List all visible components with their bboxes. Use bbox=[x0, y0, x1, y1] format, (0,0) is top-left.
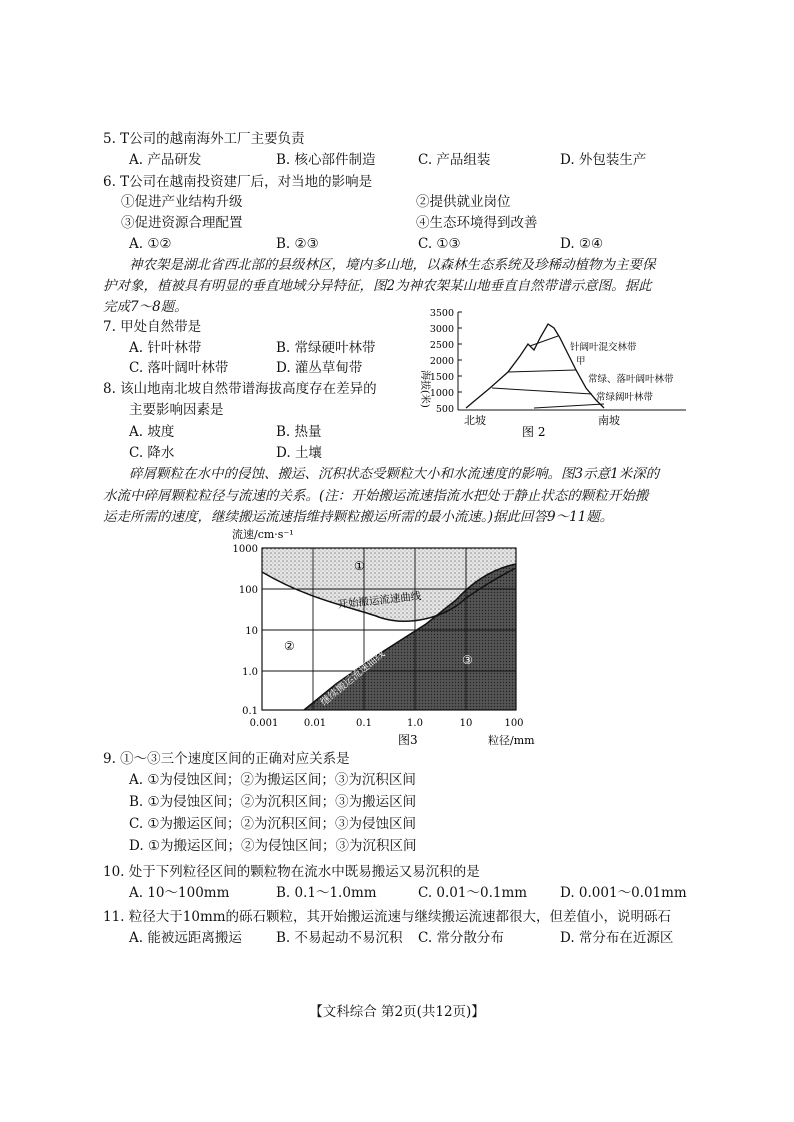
fig3-xtick-100: 100 bbox=[504, 718, 524, 729]
q9-option-a: A. ①为侵蚀区间；②为搬运区间；③为沉积区间 bbox=[129, 772, 416, 788]
q5-option-b: B. 核心部件制造 bbox=[276, 152, 376, 168]
fig2-ytick-3000: 3000 bbox=[429, 324, 454, 335]
q5-option-c: C. 产品组装 bbox=[418, 152, 491, 168]
q7-option-b: B. 常绿硬叶林带 bbox=[276, 340, 376, 356]
figure-3-hjulstrom-diagram bbox=[226, 528, 596, 750]
fig2-ytick-1000: 1000 bbox=[429, 388, 454, 399]
fig3-region-1-label: ① bbox=[354, 559, 365, 573]
q11-option-a: A. 能被远距离搬运 bbox=[129, 930, 242, 946]
q5-option-d: D. 外包装生产 bbox=[560, 152, 647, 168]
q10-option-a: A. 10～100mm bbox=[129, 885, 230, 901]
fig3-xtick-0.1: 0.1 bbox=[356, 718, 372, 729]
q8-option-a: A. 坡度 bbox=[129, 424, 175, 440]
fig3-ytick-10: 10 bbox=[245, 626, 258, 637]
fig3-curve1-label: 开始搬运流速曲线 bbox=[337, 590, 422, 611]
q6-option-b: B. ②③ bbox=[276, 236, 319, 252]
passage1-line-1: 神农架是湖北省西北部的县级林区，境内多山地，以森林生态系统及珍稀动植物为主要保 bbox=[129, 257, 656, 273]
q5-option-a: A. 产品研发 bbox=[129, 152, 202, 168]
fig3-xtick-10: 10 bbox=[459, 718, 473, 729]
q6-stem: 6. T公司在越南投资建厂后，对当地的影响是 bbox=[103, 174, 373, 190]
fig2-ylabel: 海拔(米) bbox=[419, 370, 430, 408]
q11-option-b: B. 不易起动不易沉积 bbox=[276, 930, 403, 946]
q5-stem: 5. T公司的越南海外工厂主要负责 bbox=[103, 131, 305, 147]
page-footer: 【文科综合 第2页(共12页)】 bbox=[309, 1004, 485, 1020]
q6-item-1: ①促进产业结构升级 bbox=[121, 194, 243, 210]
q6-item-4: ④生态环境得到改善 bbox=[416, 215, 538, 231]
q7-option-a: A. 针叶林带 bbox=[129, 340, 202, 356]
fig2-north-slope: 北坡 bbox=[464, 414, 486, 427]
q10-option-d: D. 0.001～0.01mm bbox=[560, 885, 687, 901]
q10-stem: 10. 处于下列粒径区间的颗粒物在流水中既易搬运又易沉积的是 bbox=[103, 864, 480, 880]
q9-option-c: C. ①为搬运区间；②为沉积区间；③为侵蚀区间 bbox=[129, 816, 417, 832]
fig2-boundary-3 bbox=[492, 388, 592, 394]
q8-option-d: D. 土壤 bbox=[276, 445, 322, 461]
fig3-xtick-0.01: 0.01 bbox=[303, 718, 327, 729]
fig2-ytick-2000: 2000 bbox=[429, 356, 454, 367]
fig3-ytick-1: 1.0 bbox=[242, 667, 258, 678]
q8-option-b: B. 热量 bbox=[276, 424, 322, 440]
fig3-ytick-1000: 1000 bbox=[232, 544, 258, 555]
fig3-xlabel: 粒径/mm bbox=[488, 734, 535, 747]
fig2-caption: 图 2 bbox=[522, 425, 546, 439]
figure-2-mountain-profile bbox=[408, 304, 698, 444]
fig3-ylabel: 流速/cm·s⁻¹ bbox=[232, 528, 294, 541]
q6-option-a: A. ①② bbox=[129, 236, 172, 252]
fig2-zone2-label: 常绿、落叶阔叶林带 bbox=[588, 374, 674, 385]
passage2-line-1: 碎屑颗粒在水中的侵蚀、搬运、沉积状态受颗粒大小和水流速度的影响。图3示意1米深的 bbox=[129, 466, 660, 482]
q9-option-b: B. ①为侵蚀区间；②为沉积区间；③为搬运区间 bbox=[129, 794, 417, 810]
fig2-south-slope: 南坡 bbox=[598, 414, 620, 427]
fig3-caption: 图3 bbox=[398, 733, 418, 747]
passage2-line-2: 水流中碎屑颗粒粒径与流速的关系。(注：开始搬运流速指流水把处于静止状态的颗粒开始搬 bbox=[103, 488, 649, 504]
q6-item-3: ③促进资源合理配置 bbox=[121, 215, 243, 231]
fig3-xtick-1: 1.0 bbox=[407, 718, 423, 729]
q11-stem: 11. 粒径大于10mm的砾石颗粒，其开始搬运流速与继续搬运流速都很大，但差值小，说明砾石 bbox=[103, 909, 672, 925]
fig3-region-3-label: ③ bbox=[462, 653, 473, 667]
fig2-zone-jia-label: 甲 bbox=[576, 356, 586, 367]
passage1-line-2: 护对象，植被具有明显的垂直地域分异特征，图2为神农架某山地垂直自然带谱示意图。据此 bbox=[103, 278, 652, 294]
q8-stem-line-1: 8. 该山地南北坡自然带谱海拔高度存在差异的 bbox=[103, 381, 377, 397]
q7-stem: 7. 甲处自然带是 bbox=[103, 319, 202, 335]
fig2-ytick-500: 500 bbox=[435, 404, 454, 415]
fig3-curve2-label: 继续搬运流速曲线 bbox=[318, 648, 388, 709]
fig3-xtick-0.001: 0.001 bbox=[249, 718, 279, 729]
fig2-ytick-3500: 3500 bbox=[429, 308, 454, 319]
q7-option-d: D. 灌丛草甸带 bbox=[276, 360, 363, 376]
fig2-zone1-label: 针阔叶混交林带 bbox=[570, 342, 637, 353]
q8-option-c: C. 降水 bbox=[129, 445, 175, 461]
q10-option-c: C. 0.01～0.1mm bbox=[418, 885, 528, 901]
q6-option-d: D. ②④ bbox=[560, 236, 604, 252]
fig2-boundary-2 bbox=[508, 370, 576, 372]
q6-item-2: ②提供就业岗位 bbox=[416, 194, 511, 210]
q9-stem: 9. ①～③三个速度区间的正确对应关系是 bbox=[103, 751, 350, 767]
q11-option-d: D. 常分布在近源区 bbox=[560, 930, 674, 946]
q7-option-c: C. 落叶阔叶林带 bbox=[129, 360, 229, 376]
q8-stem-line-2: 主要影响因素是 bbox=[129, 402, 224, 418]
fig3-ytick-100: 100 bbox=[238, 585, 258, 596]
q11-option-c: C. 常分散分布 bbox=[418, 930, 504, 946]
fig2-ytick-2500: 2500 bbox=[429, 340, 454, 351]
fig2-ytick-1500: 1500 bbox=[429, 372, 454, 383]
fig2-zone3-label: 常绿阔叶林带 bbox=[596, 392, 654, 403]
q9-option-d: D. ①为搬运区间；②为侵蚀区间；③为沉积区间 bbox=[129, 838, 417, 854]
fig2-boundary-4 bbox=[534, 404, 604, 408]
passage1-line-3: 完成7～8题。 bbox=[103, 299, 188, 315]
fig3-ytick-0.1: 0.1 bbox=[242, 706, 258, 717]
fig2-boundary-1 bbox=[530, 336, 558, 346]
fig3-region-2-label: ② bbox=[284, 639, 295, 653]
q6-option-c: C. ①③ bbox=[418, 236, 461, 252]
passage2-line-3: 运走所需的速度，继续搬运流速指维持颗粒搬运所需的最小流速。)据此回答9～11题。 bbox=[103, 509, 614, 525]
q10-option-b: B. 0.1～1.0mm bbox=[276, 885, 377, 901]
